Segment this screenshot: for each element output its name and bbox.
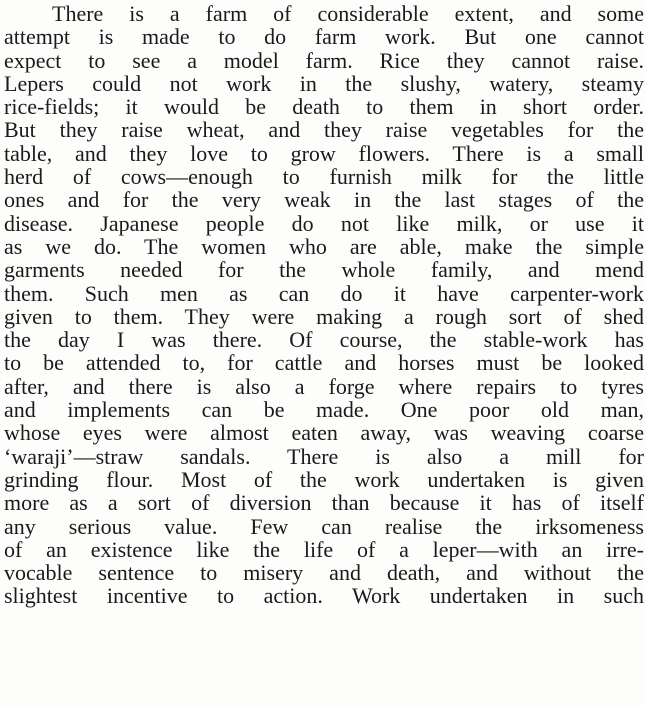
text-line: attempt is made to do farm work. But one cannot [4, 24, 644, 50]
text-line: expect to see a model farm. Rice they cannot raise. [4, 47, 644, 73]
text-line: disease. Japanese people do not like milk, or use it [4, 210, 644, 236]
text-line: as we do. The women who are able, make the simple [4, 233, 644, 259]
text-line: ones and for the very weak in the last stages of the [4, 187, 644, 213]
text-line: the day I was there. Of course, the stable-work has [4, 327, 644, 353]
text-line: them. Such men as can do it have carpenter-work [4, 280, 644, 306]
text-line: given to them. They were making a rough sort of shed [4, 303, 644, 329]
text-line: and implements can be made. One poor old man, [4, 397, 644, 423]
body-text [4, 2, 644, 608]
text-line: of an existence like the life of a leper—with an irre- [4, 536, 644, 562]
text-line: any serious value. Few can realise the irksomeness [4, 513, 644, 539]
text-line: rice-fields; it would be death to them in short order. [4, 94, 644, 120]
text-line: But they raise wheat, and they raise vegetables for the [4, 117, 644, 143]
text-line: vocable sentence to misery and death, and without the [4, 560, 644, 586]
text-line: Lepers could not work in the slushy, watery, steamy [4, 70, 644, 96]
text-line: herd of cows—enough to furnish milk for the little [4, 164, 644, 190]
text-line: slightest incentive to action. Work undertaken in such [4, 583, 644, 609]
text-line: grinding flour. Most of the work undertaken is given [4, 466, 644, 492]
text-line: after, and there is also a forge where repairs to tyres [4, 373, 644, 399]
text-line: whose eyes were almost eaten away, was weaving coarse [4, 420, 644, 446]
text-line: ‘waraji’—straw sandals. There is also a mill for [4, 443, 644, 469]
text-line: garments needed for the whole family, and mend [4, 257, 644, 283]
text-line: table, and they love to grow flowers. There is a small [4, 140, 644, 166]
text-line: to be attended to, for cattle and horses must be looked [4, 350, 644, 376]
text-line: There is a farm of considerable extent, and some [52, 1, 644, 26]
text-line: more as a sort of diversion than because it has of itself [4, 490, 644, 516]
